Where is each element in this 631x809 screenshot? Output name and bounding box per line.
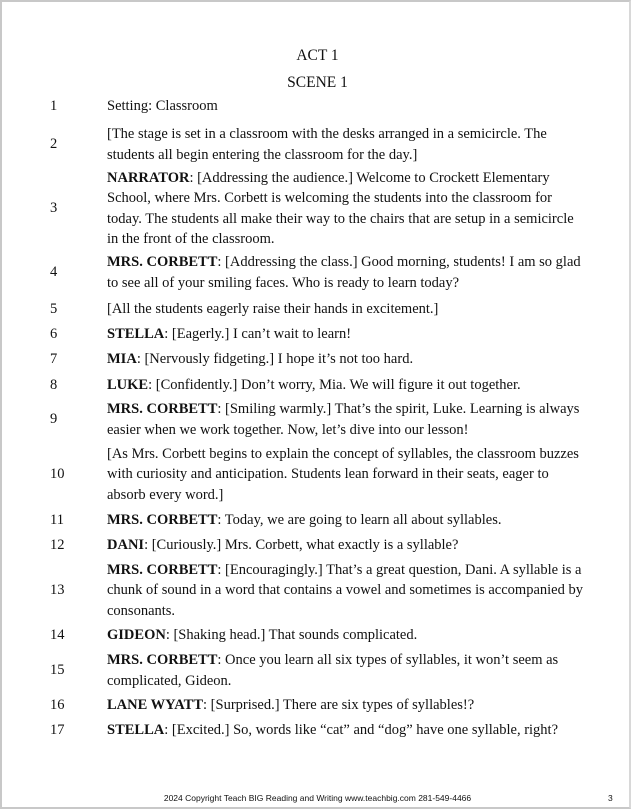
line-dialogue: : [Confidently.] Don’t worry, Mia. We will figure it out together. (148, 376, 521, 393)
script-line (2, 124, 631, 165)
script-line (2, 720, 631, 740)
speaker-name: MRS. CORBETT (107, 254, 218, 271)
speaker-name: STELLA (107, 721, 165, 738)
speaker-name: MRS. CORBETT (107, 511, 218, 528)
line-text (107, 444, 587, 505)
line-text (107, 535, 587, 555)
script-line (2, 560, 631, 621)
line-dialogue: : [Shaking head.] That sounds complicated. (165, 626, 418, 643)
line-text (107, 299, 587, 319)
speaker-name: DANI (107, 536, 145, 553)
line-dialogue: : [Eagerly.] I can’t wait to learn! (164, 325, 352, 342)
line-number: 6 (50, 325, 58, 342)
line-number: 10 (50, 466, 65, 482)
line-number: 5 (50, 300, 58, 317)
script-line (2, 444, 631, 505)
speaker-name: MIA (107, 350, 137, 367)
act-heading: ACT 1 (296, 47, 339, 64)
line-text (107, 510, 587, 530)
line-number: 11 (50, 511, 64, 528)
script-line (2, 650, 631, 691)
line-dialogue: : [Encouragingly.] That’s a great question, Dani. A syllable is a chunk of sound in a word that contains a vowel and sometimes is accompanied by consonants. (107, 562, 583, 619)
script-line (2, 252, 631, 293)
line-text (107, 324, 587, 344)
line-number: 4 (50, 264, 58, 280)
script-line (2, 299, 631, 319)
line-dialogue: : Once you learn all six types of syllables, it won’t seem as complicated, Gideon. (107, 652, 559, 689)
line-text (107, 399, 587, 440)
line-number: 1 (50, 97, 58, 114)
speaker-name: LUKE (107, 376, 149, 393)
line-dialogue: Setting: Classroom (107, 97, 218, 114)
line-number: 2 (50, 136, 58, 152)
line-dialogue: : [Surprised.] There are six types of syllables!? (203, 696, 475, 713)
speaker-name: MRS. CORBETT (107, 562, 218, 579)
line-text (107, 375, 587, 395)
line-dialogue: : [Nervously fidgeting.] I hope it’s not too hard. (136, 350, 414, 367)
line-dialogue: [The stage is set in a classroom with the desks arranged in a semicircle. The students all begin entering the classroom for the day.] (107, 126, 547, 163)
script-line (2, 168, 631, 249)
line-number: 7 (50, 350, 58, 367)
script-line (2, 349, 631, 369)
line-number: 9 (50, 411, 58, 427)
line-text (107, 720, 587, 740)
line-dialogue: : [Excited.] So, words like “cat” and “dog” have one syllable, right? (164, 721, 559, 738)
scene-heading: SCENE 1 (287, 74, 348, 91)
line-text (107, 560, 587, 621)
line-number: 16 (50, 696, 65, 713)
line-text (107, 650, 587, 691)
line-dialogue: : [Curiously.] Mrs. Corbett, what exactly is a syllable? (144, 536, 459, 553)
line-dialogue: : [Addressing the audience.] Welcome to Crockett Elementary School, where Mrs. Corbett is welcoming the students into the classroom for today. The students all make their way to the chairs that are setup in a semicircle in the front of the classroom. (107, 169, 574, 247)
line-dialogue: : [Smiling warmly.] That’s the spirit, Luke. Learning is always easier when we work together. Now, let’s dive into our lesson! (107, 401, 580, 438)
line-number: 17 (50, 721, 65, 738)
speaker-name: MRS. CORBETT (107, 652, 218, 669)
line-text (107, 349, 587, 369)
speaker-name: LANE WYATT (107, 696, 204, 713)
line-text (107, 96, 587, 116)
page-number: 3 (608, 793, 613, 803)
script-line (2, 96, 631, 116)
script-line (2, 695, 631, 715)
speaker-name: MRS. CORBETT (107, 401, 218, 418)
script-line (2, 510, 631, 530)
speaker-name: NARRATOR (107, 169, 190, 186)
line-text (107, 168, 587, 249)
script-line (2, 535, 631, 555)
speaker-name: GIDEON (107, 626, 166, 643)
line-text (107, 695, 587, 715)
speaker-name: STELLA (107, 325, 165, 342)
line-number: 12 (50, 536, 65, 553)
line-text (107, 252, 587, 293)
line-dialogue: [As Mrs. Corbett begins to explain the concept of syllables, the classroom buzzes with curiosity and anticipation. Students lean forward in their seats, eager to absorb every word.] (107, 446, 579, 503)
line-number: 14 (50, 626, 65, 643)
line-dialogue: : Today, we are going to learn all about syllables. (217, 511, 502, 528)
line-number: 3 (50, 200, 58, 216)
line-text (107, 124, 587, 165)
line-dialogue: : [Addressing the class.] Good morning, students! I am so glad to see all of your smiling faces. Who is ready to learn today? (107, 254, 581, 291)
script-line (2, 625, 631, 645)
line-number: 13 (50, 582, 65, 598)
script-line (2, 324, 631, 344)
footer-copyright: 2024 Copyright Teach BIG Reading and Writing www.teachbig.com 281-549-4466 (163, 793, 472, 803)
line-number: 8 (50, 376, 58, 393)
line-text (107, 625, 587, 645)
line-number: 15 (50, 662, 65, 678)
script-line (2, 375, 631, 395)
line-dialogue: [All the students eagerly raise their hands in excitement.] (107, 300, 439, 317)
script-line (2, 399, 631, 440)
